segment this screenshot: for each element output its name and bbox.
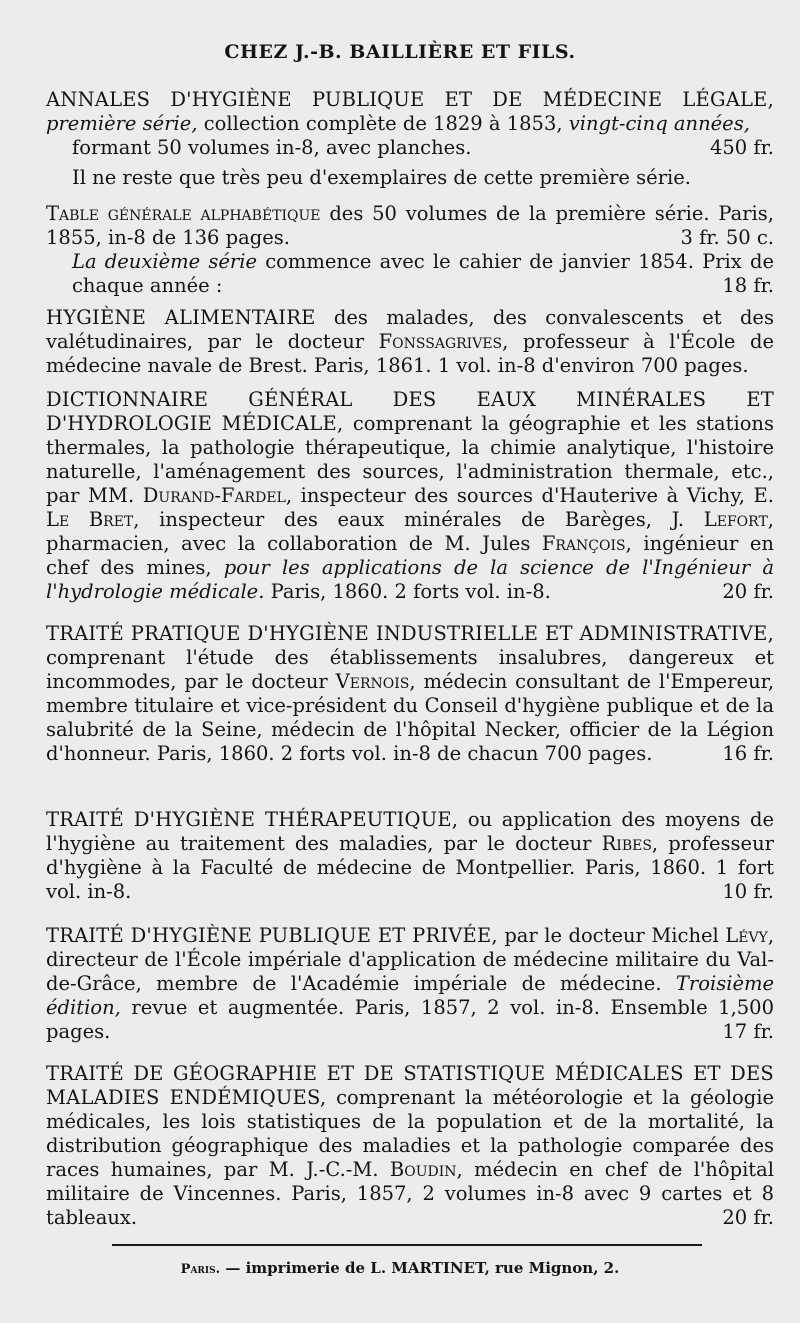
entry-body: revue et augmentée. Paris, 1857, 2 vol. in-8. Ensemble 1,500 pages. (46, 996, 774, 1043)
entry-text (46, 622, 774, 766)
entry-author: Durand-Fardel (142, 484, 286, 507)
entry-title: DICTIONNAIRE GÉNÉRAL DES EAUX MINÉRALES ET D'HYDROLOGIE MÉDICALE, (46, 388, 774, 435)
entry-body: , directeur de l'École impériale d'application de médecine militaire du Val-de-Grâce, membre de l'Académie impériale de médecine. (46, 924, 775, 995)
entry-text (46, 88, 774, 136)
entry-price: 20 fr. (722, 580, 774, 603)
entry-body: formant 50 volumes in-8, avec planches. (72, 136, 472, 159)
catalog-entry-hygiene-therapeutique (46, 808, 774, 904)
entry-body: par le docteur Michel (504, 924, 719, 947)
entry-author: Boudin (389, 1158, 457, 1181)
entry-price: 450 fr. (709, 136, 774, 159)
entry-author: Lefort (703, 508, 768, 531)
page-header: CHEZ J.-B. BAILLIÈRE ET FILS. (224, 41, 576, 63)
entry-body: comprenant l'étude des établissements insalubres, dangereux et incommodes, par le docteur (46, 646, 774, 693)
catalog-entry-geographie-medicale (46, 1062, 774, 1230)
entry-price: 20 fr. (722, 1206, 774, 1229)
printer-imprint (0, 1256, 800, 1282)
entry-italic: La deuxième série (72, 250, 258, 273)
entry-body: , inspecteur des eaux minérales de Barèges, J. (133, 508, 685, 531)
entry-body: ou application des moyens de l'hygiène au traitement des maladies, par le docteur (46, 808, 774, 855)
catalog-entry-annales (46, 88, 774, 190)
entry-text (46, 1062, 774, 1230)
entry-body: , professeur à l'École de médecine navale de Brest. Paris, 1861. 1 vol. in-8 d'environ 700 pages. (46, 330, 774, 377)
imprint-city: Paris. (180, 1262, 221, 1277)
entry-author: Le Bret (46, 508, 134, 531)
catalog-entry-hygiene-publique (46, 924, 774, 1044)
entry-text (46, 202, 774, 250)
entry-title: ANNALES D'HYGIÈNE PUBLIQUE ET DE MÉDECINE LÉGALE, (46, 88, 774, 111)
catalog-entry-hygiene-industrielle (46, 622, 774, 766)
entry-author: Fonssagrives (378, 330, 503, 353)
entry-body: comprenant la géographie et les stations thermales, la pathologie thérapeutique, la chimie analytique, l'histoire naturelle, l'aménagement des sources, l'administration thermale, etc., par MM. (46, 412, 774, 507)
entry-price: 16 fr. (722, 742, 774, 765)
entry-price: 18 fr. (722, 274, 774, 297)
catalog-entry-hygiene-alimentaire (46, 306, 774, 378)
entry-body: , ingénieur en chef des mines, (46, 532, 774, 579)
entry-italic: vingt-cinq années, (568, 112, 750, 135)
entry-body: collection complète de 1829 à 1853, (203, 112, 563, 135)
entry-title: TRAITÉ PRATIQUE D'HYGIÈNE INDUSTRIELLE ET ADMINISTRATIVE, (46, 622, 774, 645)
footer-divider (112, 1244, 702, 1246)
entry-body: , médecin en chef de l'hôpital militaire de Vincennes. Paris, 1857, 2 volumes in-8 avec 9 cartes et 8 tableaux. (46, 1158, 775, 1229)
entry-italic: pour les applications de la science de l'Ingénieur à l'hydrologie médicale. (46, 556, 774, 603)
entry-italic: Troisième édition, (46, 972, 775, 1019)
entry-author: Ribes (601, 832, 652, 855)
entry-price: 10 fr. (722, 880, 774, 903)
entry-author: François (541, 532, 626, 555)
entry-text (46, 924, 774, 1044)
entry-body: comprenant la météorologie et la géologie médicales, les lois statistiques de la population et de la mortalité, la distribution géographique des maladies et la pathologie comparée des races humaines, par M. J.-C.-M. (46, 1086, 774, 1181)
entry-text (46, 808, 774, 904)
entry-body: , médecin consultant de l'Empereur, membre titulaire et vice-président du Conseil d'hygiène publique et de la salubrité de la Seine, médecin de l'hôpital Necker, officier de la Légion d'honneur. Paris, 1860. 2 forts vol. in-8 de chacun 700 pages. (46, 670, 775, 765)
entry-text (46, 388, 774, 604)
entry-body: , professeur d'hygiène à la Faculté de médecine de Montpellier. Paris, 1860. 1 fort vol. in-8. (46, 832, 774, 903)
entry-body: , pharmacien, avec la collaboration de M. Jules (46, 508, 774, 555)
entry-body-line (46, 136, 774, 160)
catalog-entry-dictionnaire (46, 388, 774, 604)
entry-text (46, 250, 774, 298)
entry-text (46, 306, 774, 378)
entry-body: commence avec le cahier de janvier 1854. Prix de chaque année : (72, 250, 774, 297)
entry-title: HYGIÈNE ALIMENTAIRE (46, 306, 316, 329)
entry-body: , inspecteur des sources d'Hauterive à Vichy, E. (285, 484, 774, 507)
imprint-text: — imprimerie de L. MARTINET, rue Mignon, 2. (225, 1259, 620, 1277)
entry-note: Il ne reste que très peu d'exemplaires de cette première série. (72, 166, 692, 189)
entry-price: 17 fr. (722, 1020, 774, 1043)
entry-title: TRAITÉ D'HYGIÈNE PUBLIQUE ET PRIVÉE, (46, 924, 498, 947)
entry-title: TRAITÉ DE GÉOGRAPHIE ET DE STATISTIQUE MÉDICALES ET DES MALADIES ENDÉMIQUES, (46, 1062, 774, 1109)
entry-title: TRAITÉ D'HYGIÈNE THÉRAPEUTIQUE, (46, 808, 459, 831)
entry-title: Table générale alphabétique (46, 202, 321, 225)
catalog-entry-table-generale (46, 202, 774, 298)
entry-price: 3 fr. 50 c. (680, 226, 774, 249)
entry-body: des 50 volumes de la première série. Paris, 1855, in-8 de 136 pages. (46, 202, 774, 249)
entry-italic: première série, (46, 112, 198, 135)
entry-author: Vernois (335, 670, 410, 693)
entry-body: des malades, des convalescents et des valétudinaires, par le docteur (46, 306, 774, 353)
entry-body: Paris, 1860. 2 forts vol. in-8. (270, 580, 551, 603)
entry-author: Lévy (725, 924, 768, 947)
